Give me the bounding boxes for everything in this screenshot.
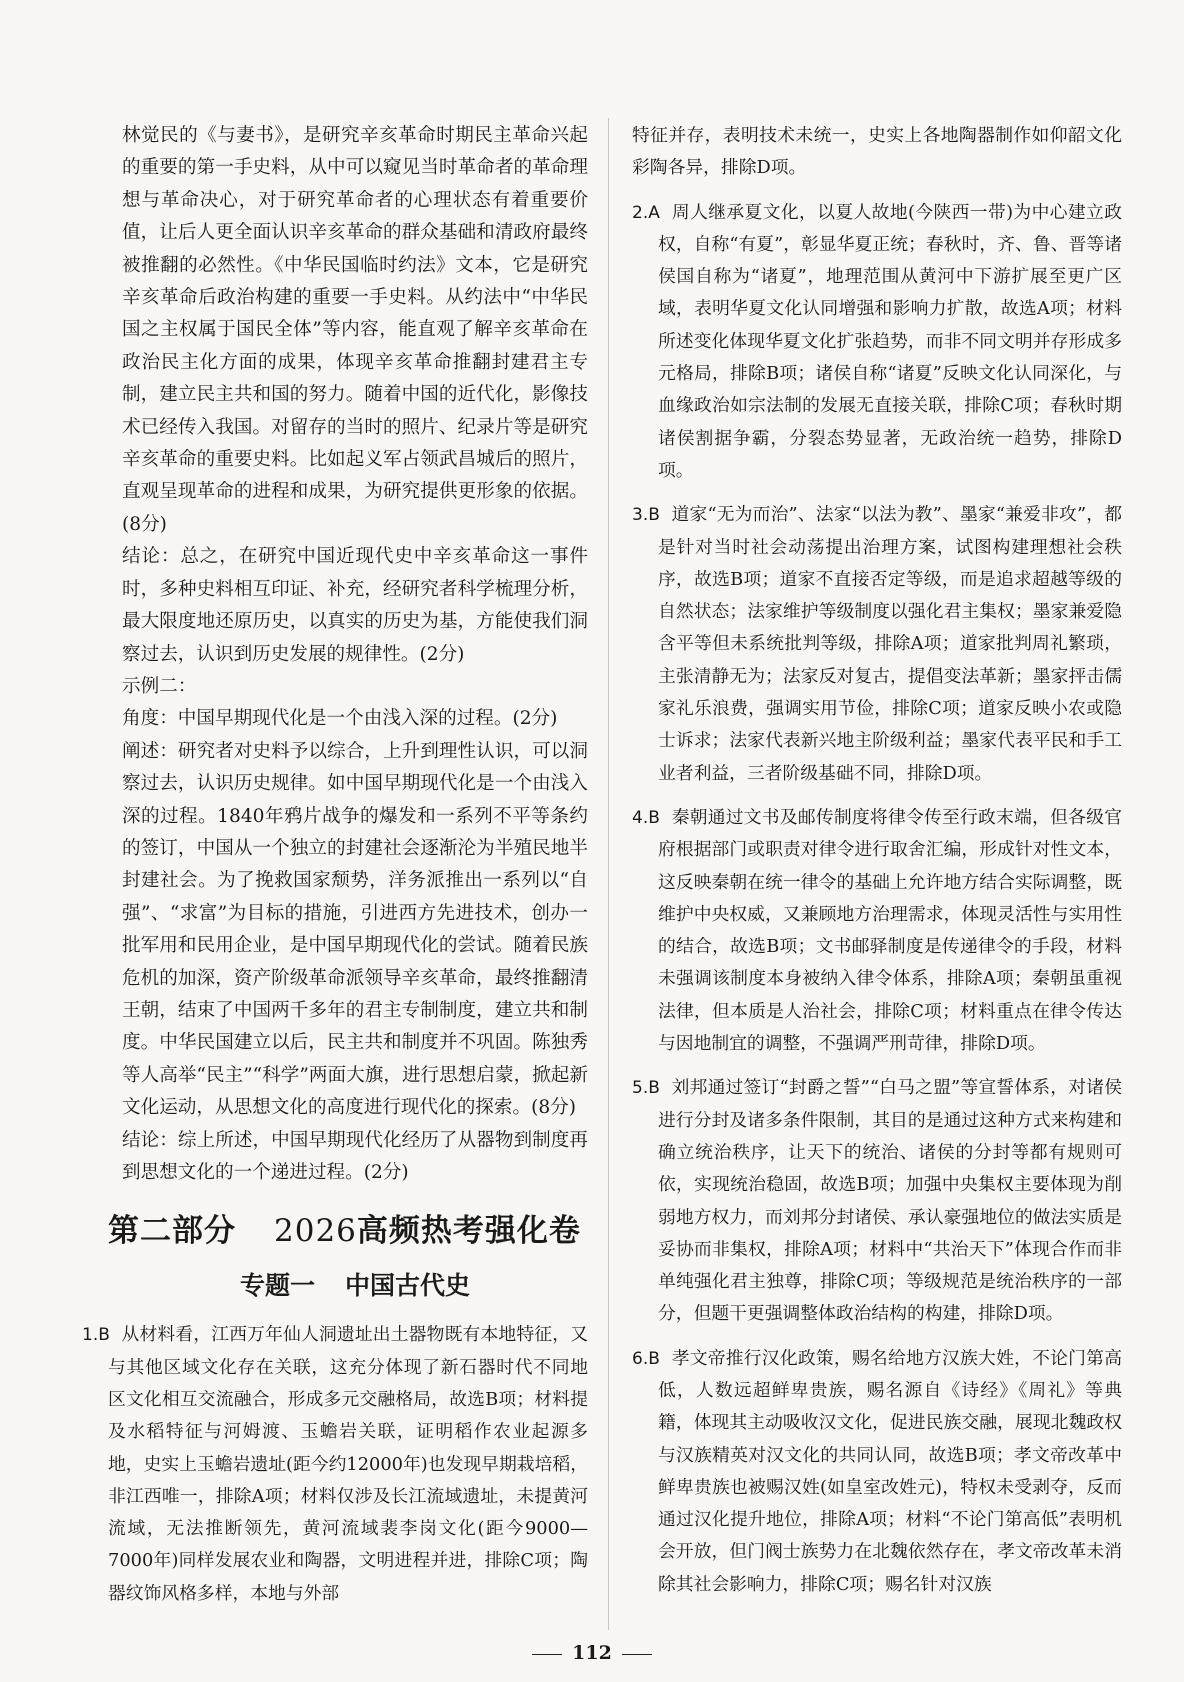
page-number-value: 112 <box>572 1642 612 1664</box>
essay-paragraph: 林觉民的《与妻书》，是研究辛亥革命时期民主革命兴起的重要的第一手史料，从中可以窥见当时革命者的革命理想与革命决心，对于研究革命者的心理状态有着重要价值，让后人更全面认识辛亥革命的群众基础和清政府最终被推翻的必然性。《中华民国临时约法》文本，它是研究辛亥革命后政治构建的重要一手史料。从约法中“中华民国之主权属于国民全体”等内容，能直观了解辛亥革命在政治民主化方面的成果，体现辛亥革命推翻封建君主专制，建立民主共和国的努力。随着中国的近代化，影像技术已经传入我国。对留存的当时的照片、纪录片等是研究辛亥革命的重要史料。比如起义军占领武昌城后的照片，直观呈现革命的进程和成果，为研究提供更形象的依据。(8分) <box>122 125 588 535</box>
page-number-dash <box>622 1654 652 1655</box>
essay-conclusion: 结论：总之，在研究中国近现代史中辛亥革命这一事件时，多种史料相互印证、补充，经研究者科学梳理分析，最大限度地还原历史，以真实的历史为基，方能使我们洞察过去，认识到历史发展的规律性。(2分) <box>122 546 588 665</box>
page-number <box>0 1642 1184 1664</box>
answer-explanation: 从材料看，江西万年仙人洞遗址出土器物既有本地特征，又与其他区域文化存在关联，这充分体现了新石器时代不同地区文化相互交流融合，形成多元交融格局，故选B项；材料提及水稻特征与河姆渡、玉蟾岩关联，证明稻作农业起源多地，史实上玉蟾岩遗址(距今约12000年)也发现早期栽培稻，非江西唯一，排除A项；材料仅涉及长江流域遗址，未提黄河流域，无法推断领先，黄河流域裴李岗文化(距今9000—7000年)同样发展农业和陶器，文明进程并进，排除C项；陶器纹饰风格多样，本地与外部 <box>108 1324 588 1604</box>
essay-elaboration: 阐述：研究者对史料予以综合，上升到理性认识，可以洞察过去，认识历史规律。如中国早期现代化是一个由浅入深的过程。1840年鸦片战争的爆发和一系列不平等条约的签订，中国从一个独立的封建社会逐渐沦为半殖民地半封建社会。为了挽救国家颓势，洋务派推出一系列以“自强”、“求富”为目标的措施，引进西方先进技术，创办一批军用和民用企业，是中国早期现代化的尝试。随着民族危机的加深，资产阶级革命派领导辛亥革命，最终推翻清王朝，结束了中国两千多年的君主专制制度，建立共和制度。中华民国建立以后，民主共和制度并不巩固。陈独秀等人高举“民主”“科学”两面大旗，进行思想启蒙，掀起新文化运动，从思想文化的高度进行现代化的探索。(8分) <box>122 740 588 1119</box>
answer-number: 5.B <box>632 1078 660 1099</box>
answer-explanation: 秦朝通过文书及邮传制度将律令传至行政末端，但各级官府根据部门或职责对律令进行取舍汇编，形成针对性文本，这反映秦朝在统一律令的基础上允许地方结合实际调整，既维护中央权威，又兼顾地方治理需求，体现灵活性与实用性的结合，故选B项；文书邮驿制度是传递律令的手段，材料未强调该制度本身被纳入律令体系，排除A项；秦朝虽重视法律，但本质是人治社会，排除C项；材料重点在律令传达与因地制宜的调整，不强调严刑苛律，排除D项。 <box>658 806 1122 1055</box>
topic-title <box>122 1269 588 1303</box>
answer-item <box>632 802 1122 1060</box>
essay-angle: 角度：中国早期现代化是一个由浅入深的过程。(2分) <box>122 708 558 730</box>
answer-number: 3.B <box>632 505 660 526</box>
answer-number: 1.B <box>82 1325 110 1346</box>
part-title-prefix: 第二部分 <box>108 1213 236 1250</box>
answer-explanation: 刘邦通过签订“封爵之誓”“白马之盟”等宣誓体系，对诸侯进行分封及诸多条件限制，其目的是通过这种方式来构建和确立统治秩序，让天下的统治、诸侯的分封等都有规则可依，实现统治稳固，故选B项；加强中央集权主要体现为削弱地方权力，而刘邦分封诸侯、承认豪强地位的做法实质是妥协而非集权，排除A项；材料中“共治天下”体现合作而非单纯强化君主独尊，排除C项；等级规范是统治秩序的一部分，但题干更强调整体政治结构的构建，排除D项。 <box>658 1077 1122 1325</box>
answer-item <box>632 197 1122 488</box>
answer-number: 2.A <box>632 202 660 223</box>
column-divider <box>608 118 609 1630</box>
answer-explanation: 周人继承夏文化，以夏人故地(今陕西一带)为中心建立政权，自称“有夏”，彰显华夏正统；春秋时，齐、鲁、晋等诸侯国自称为“诸夏”，地理范围从黄河中下游扩展至更广区域，表明华夏文化认同增强和影响力扩散，故选A项；材料所述变化体现华夏文化扩张趋势，而非不同文明并存形成多元格局，排除B项；诸侯自称“诸夏”反映文化认同深化，与血缘政治如宗法制的发展无直接关联，排除C项；春秋时期诸侯割据争霸，分裂态势显著，无政治统一趋势，排除D项。 <box>658 201 1122 481</box>
part-title-suffix: 高频热考强化卷 <box>356 1213 581 1250</box>
answer-number: 6.B <box>632 1348 660 1369</box>
essay-conclusion: 结论：综上所述，中国早期现代化经历了从器物到制度再到思想文化的一个递进过程。(2分) <box>122 1129 588 1183</box>
answer-item <box>632 1072 1122 1330</box>
answer-explanation: 道家“无为而治”、法家“以法为教”、墨家“兼爱非攻”，都是针对当时社会动荡提出治理方案，试图构建理想社会秩序，故选B项；道家不直接否定等级，而是追求超越等级的自然状态；法家维护等级制度以强化君主集权；墨家兼爱隐含平等但未系统批判等级，排除A项；道家批判周礼繁琐，主张清静无为；法家反对复古，提倡变法革新；墨家抨击儒家礼乐浪费，强调实用节俭，排除C项；道家反映小农或隐士诉求；法家代表新兴地主阶级利益；墨家代表平民和手工业者利益，三者阶级基础不同，排除D项。 <box>658 504 1122 784</box>
right-column <box>632 120 1122 1613</box>
answer-item <box>82 1319 588 1610</box>
answer-item <box>632 499 1122 790</box>
answer-item <box>632 1343 1122 1601</box>
example-label: 示例二： <box>122 675 197 697</box>
left-column <box>82 120 588 1622</box>
answer-number: 4.B <box>632 807 660 828</box>
part-title-year: 2026 <box>274 1213 357 1250</box>
part-title <box>108 1211 588 1251</box>
answer-continuation: 特征并存，表明技术未统一，史实上各地陶器制作如仰韶文化彩陶各异，排除D项。 <box>632 125 1122 179</box>
page-number-dash <box>532 1654 562 1655</box>
topic-title-suffix: 中国古代史 <box>345 1271 471 1301</box>
answer-explanation: 孝文帝推行汉化政策，赐名给地方汉族大姓，不论门第高低，人数远超鲜卑贵族，赐名源自《诗经》《周礼》等典籍，体现其主动吸收汉文化，促进民族交融，展现北魏政权与汉族精英对汉文化的共同认同，故选B项；孝文帝改革中鲜卑贵族也被赐汉姓(如皇室改姓元)，特权未受剥夺，反而通过汉化提升地位，排除A项；材料“不论门第高低”表明机会开放，但门阀士族势力在北魏依然存在，孝文帝改革未消除其社会影响力，排除C项；赐名针对汉族 <box>658 1347 1122 1595</box>
answer-list <box>82 1319 588 1610</box>
topic-title-prefix: 专题一 <box>239 1271 315 1301</box>
